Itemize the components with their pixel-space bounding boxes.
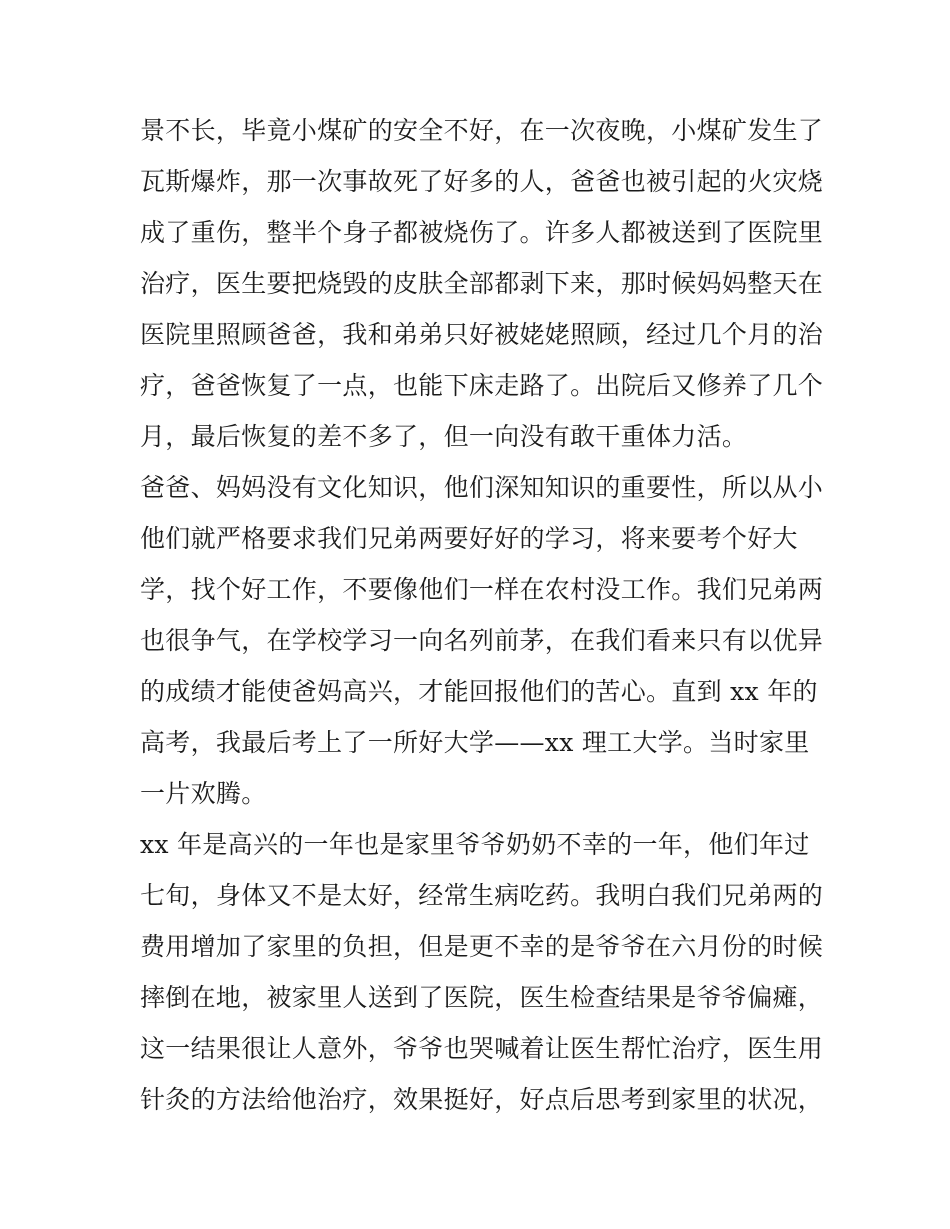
text-line: 成了重伤，整半个身子都被烧伤了。许多人都被送到了医院里 [140, 218, 824, 247]
body-text [140, 105, 824, 1125]
text-line: 爸爸、妈妈没有文化知识，他们深知知识的重要性，所以从小 [140, 473, 824, 502]
text-line: 针灸的方法给他治疗，效果挺好，好点后思考到家里的状况， [140, 1085, 824, 1114]
text-line: 七旬，身体又不是太好，经常生病吃药。我明白我们兄弟两的 [140, 881, 824, 910]
text-line: 高考，我最后考上了一所好大学——xx 理工大学。当时家里 [140, 728, 810, 757]
text-line: 月，最后恢复的差不多了，但一向没有敢干重体力活。 [140, 422, 748, 451]
text-line: 景不长，毕竟小煤矿的安全不好，在一次夜晚，小煤矿发生了 [140, 116, 824, 145]
text-line: 医院里照顾爸爸，我和弟弟只好被姥姥照顾，经过几个月的治 [140, 320, 824, 349]
text-line: 治疗，医生要把烧毁的皮肤全部都剥下来，那时候妈妈整天在 [140, 269, 824, 298]
text-line: 这一结果很让人意外，爷爷也哭喊着让医生帮忙治疗，医生用 [140, 1034, 824, 1063]
text-line: 瓦斯爆炸，那一次事故死了好多的人，爸爸也被引起的火灾烧 [140, 167, 824, 196]
text-line: 摔倒在地，被家里人送到了医院，医生检查结果是爷爷偏瘫， [140, 983, 824, 1012]
text-line: 的成绩才能使爸妈高兴，才能回报他们的苦心。直到 xx 年的 [140, 677, 818, 706]
text-line: xx 年是高兴的一年也是家里爷爷奶奶不幸的一年，他们年过 [140, 830, 810, 859]
text-line: 他们就严格要求我们兄弟两要好好的学习，将来要考个好大 [140, 524, 798, 553]
text-line: 费用增加了家里的负担，但是更不幸的是爷爷在六月份的时候 [140, 932, 824, 961]
text-line: 一片欢腾。 [140, 779, 267, 808]
text-line: 学，找个好工作，不要像他们一样在农村没工作。我们兄弟两 [140, 575, 824, 604]
text-line: 疗，爸爸恢复了一点，也能下床走路了。出院后又修养了几个 [140, 371, 824, 400]
text-line: 也很争气，在学校学习一向名列前茅，在我们看来只有以优异 [140, 626, 824, 655]
